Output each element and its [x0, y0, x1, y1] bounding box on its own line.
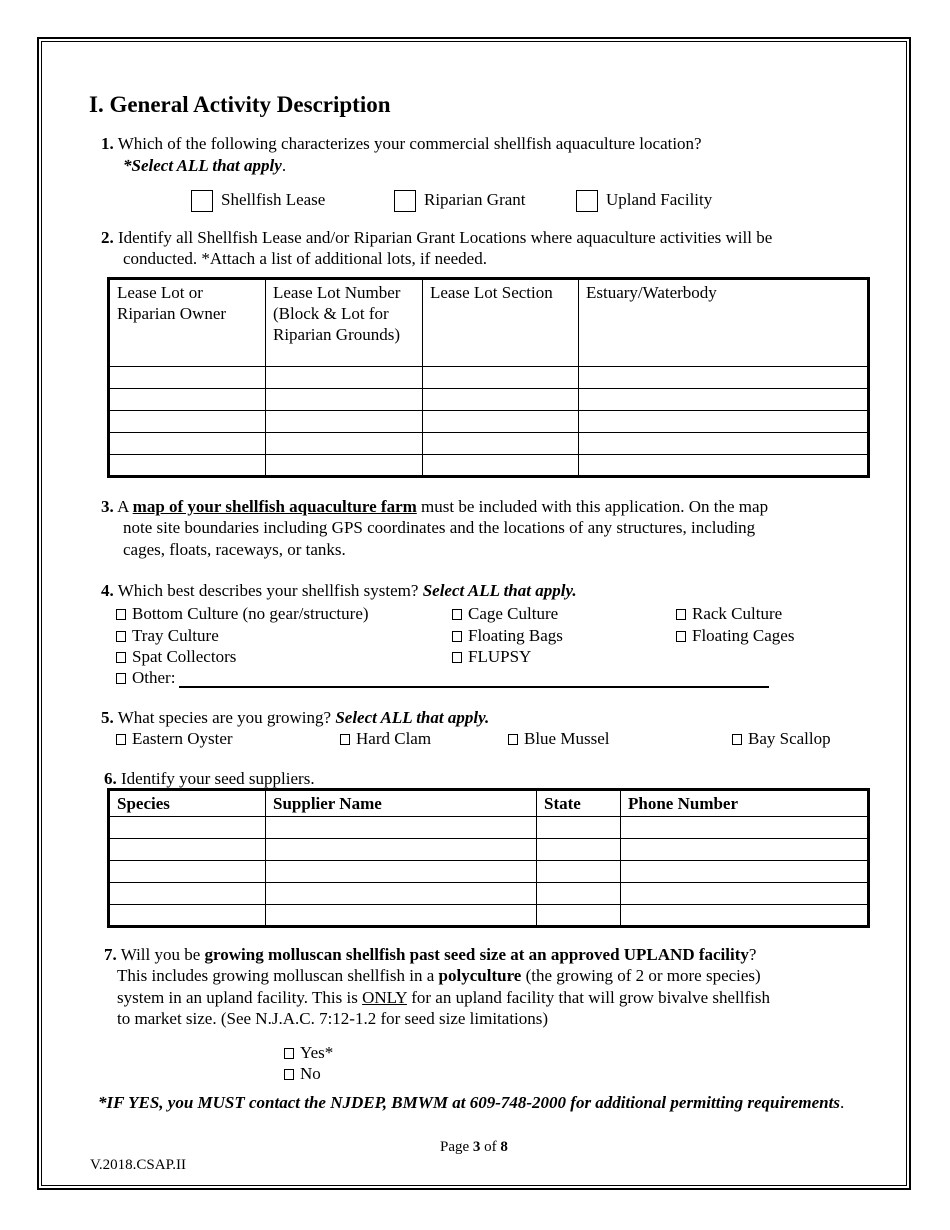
- q1-note: *Select ALL that apply.: [123, 156, 287, 175]
- table-row[interactable]: [109, 817, 869, 839]
- q4-option-floating-bags[interactable]: Floating Bags: [452, 625, 563, 646]
- checkbox[interactable]: [576, 190, 598, 212]
- q5-option-eastern-oyster[interactable]: Eastern Oyster: [116, 728, 233, 749]
- header-lease-lot-owner: Lease Lot or Riparian Owner: [109, 279, 266, 367]
- q2-text-line2: conducted. *Attach a list of additional lots, if needed.: [123, 249, 487, 268]
- q1-option-shellfish-lease[interactable]: Shellfish Lease: [191, 188, 325, 212]
- checkbox[interactable]: [116, 673, 126, 684]
- other-input-line[interactable]: [179, 670, 769, 688]
- q4-option-rack-culture[interactable]: Rack Culture: [676, 603, 782, 624]
- q4-option-tray-culture[interactable]: Tray Culture: [116, 625, 219, 646]
- checkbox[interactable]: [452, 609, 462, 620]
- section-title: I. General Activity Description: [89, 92, 391, 117]
- q7-text-line3: system in an upland facility. This is ONLY for an upland facility that will grow bivalve shellfish: [117, 988, 771, 1007]
- q4-option-spat-collectors[interactable]: Spat Collectors: [116, 646, 236, 667]
- seed-suppliers-table: [107, 788, 870, 928]
- table-row[interactable]: [109, 455, 869, 477]
- checkbox[interactable]: [116, 734, 126, 745]
- checkbox[interactable]: [116, 652, 126, 663]
- q7-option-no[interactable]: No: [284, 1063, 321, 1084]
- q4-option-cage-culture[interactable]: Cage Culture: [452, 603, 558, 624]
- checkbox[interactable]: [394, 190, 416, 212]
- checkbox[interactable]: [340, 734, 350, 745]
- lease-locations-table: [107, 277, 870, 478]
- header-lease-lot-number: Lease Lot Number (Block & Lot for Riparian Grounds): [266, 279, 423, 367]
- q3-text-line3: cages, floats, raceways, or tanks.: [123, 540, 346, 559]
- q1-text: 1. Which of the following characterizes your commercial shellfish aquaculture location?: [101, 134, 702, 153]
- checkbox[interactable]: [116, 631, 126, 642]
- header-species: Species: [109, 790, 266, 817]
- q4-option-floating-cages[interactable]: Floating Cages: [676, 625, 794, 646]
- table-row[interactable]: [109, 861, 869, 883]
- checkbox[interactable]: [116, 609, 126, 620]
- table-row[interactable]: [109, 883, 869, 905]
- table-row[interactable]: [109, 905, 869, 927]
- q5-text: 5. What species are you growing? Select ALL that apply.: [101, 708, 490, 727]
- q4-option-flupsy[interactable]: FLUPSY: [452, 646, 531, 667]
- checkbox[interactable]: [508, 734, 518, 745]
- q7-warning: *IF YES, you MUST contact the NJDEP, BMWM at 609-748-2000 for additional permitting requirements.: [98, 1093, 845, 1112]
- q6-text: 6. Identify your seed suppliers.: [104, 769, 315, 788]
- q4-option-other[interactable]: Other:: [116, 667, 769, 688]
- header-supplier-name: Supplier Name: [266, 790, 537, 817]
- table-row[interactable]: [109, 411, 869, 433]
- header-phone-number: Phone Number: [621, 790, 869, 817]
- header-estuary: Estuary/Waterbody: [579, 279, 869, 367]
- table-header-row: [109, 279, 869, 367]
- page-number: Page 3 of 8: [440, 1139, 508, 1155]
- checkbox[interactable]: [676, 631, 686, 642]
- q5-option-hard-clam[interactable]: Hard Clam: [340, 728, 431, 749]
- checkbox[interactable]: [284, 1048, 294, 1059]
- q4-text: 4. Which best describes your shellfish system? Select ALL that apply.: [101, 581, 577, 600]
- header-state: State: [537, 790, 621, 817]
- q3-text-line2: note site boundaries including GPS coordinates and the locations of any structures, including: [123, 518, 756, 537]
- q2-text-line1: 2. Identify all Shellfish Lease and/or Riparian Grant Locations where aquaculture activities will be: [101, 228, 773, 247]
- q7-text-line2: This includes growing molluscan shellfish in a polyculture (the growing of 2 or more species): [117, 966, 761, 985]
- q7-text-line4: to market size. (See N.J.A.C. 7:12-1.2 for seed size limitations): [117, 1009, 549, 1028]
- q5-option-bay-scallop[interactable]: Bay Scallop: [732, 728, 831, 749]
- table-row[interactable]: [109, 367, 869, 389]
- checkbox[interactable]: [676, 609, 686, 620]
- q3-text-line1: 3. A map of your shellfish aquaculture farm must be included with this application. On the map: [101, 497, 769, 516]
- table-header-row: [109, 790, 869, 817]
- checkbox[interactable]: [284, 1069, 294, 1080]
- table-row[interactable]: [109, 389, 869, 411]
- checkbox[interactable]: [732, 734, 742, 745]
- table-row[interactable]: [109, 839, 869, 861]
- checkbox[interactable]: [452, 631, 462, 642]
- q5-option-blue-mussel[interactable]: Blue Mussel: [508, 728, 609, 749]
- header-lease-lot-section: Lease Lot Section: [423, 279, 579, 367]
- q1-option-riparian-grant[interactable]: Riparian Grant: [394, 188, 526, 212]
- table-row[interactable]: [109, 433, 869, 455]
- q7-text-line1: 7. Will you be growing molluscan shellfish past seed size at an approved UPLAND facility?: [104, 945, 757, 964]
- q4-option-bottom-culture[interactable]: Bottom Culture (no gear/structure): [116, 603, 369, 624]
- checkbox[interactable]: [191, 190, 213, 212]
- checkbox[interactable]: [452, 652, 462, 663]
- map-requirement: map of your shellfish aquaculture farm: [132, 497, 417, 516]
- version-label: V.2018.CSAP.II: [90, 1157, 186, 1173]
- q7-option-yes[interactable]: Yes*: [284, 1042, 333, 1063]
- q1-option-upland-facility[interactable]: Upland Facility: [576, 188, 712, 212]
